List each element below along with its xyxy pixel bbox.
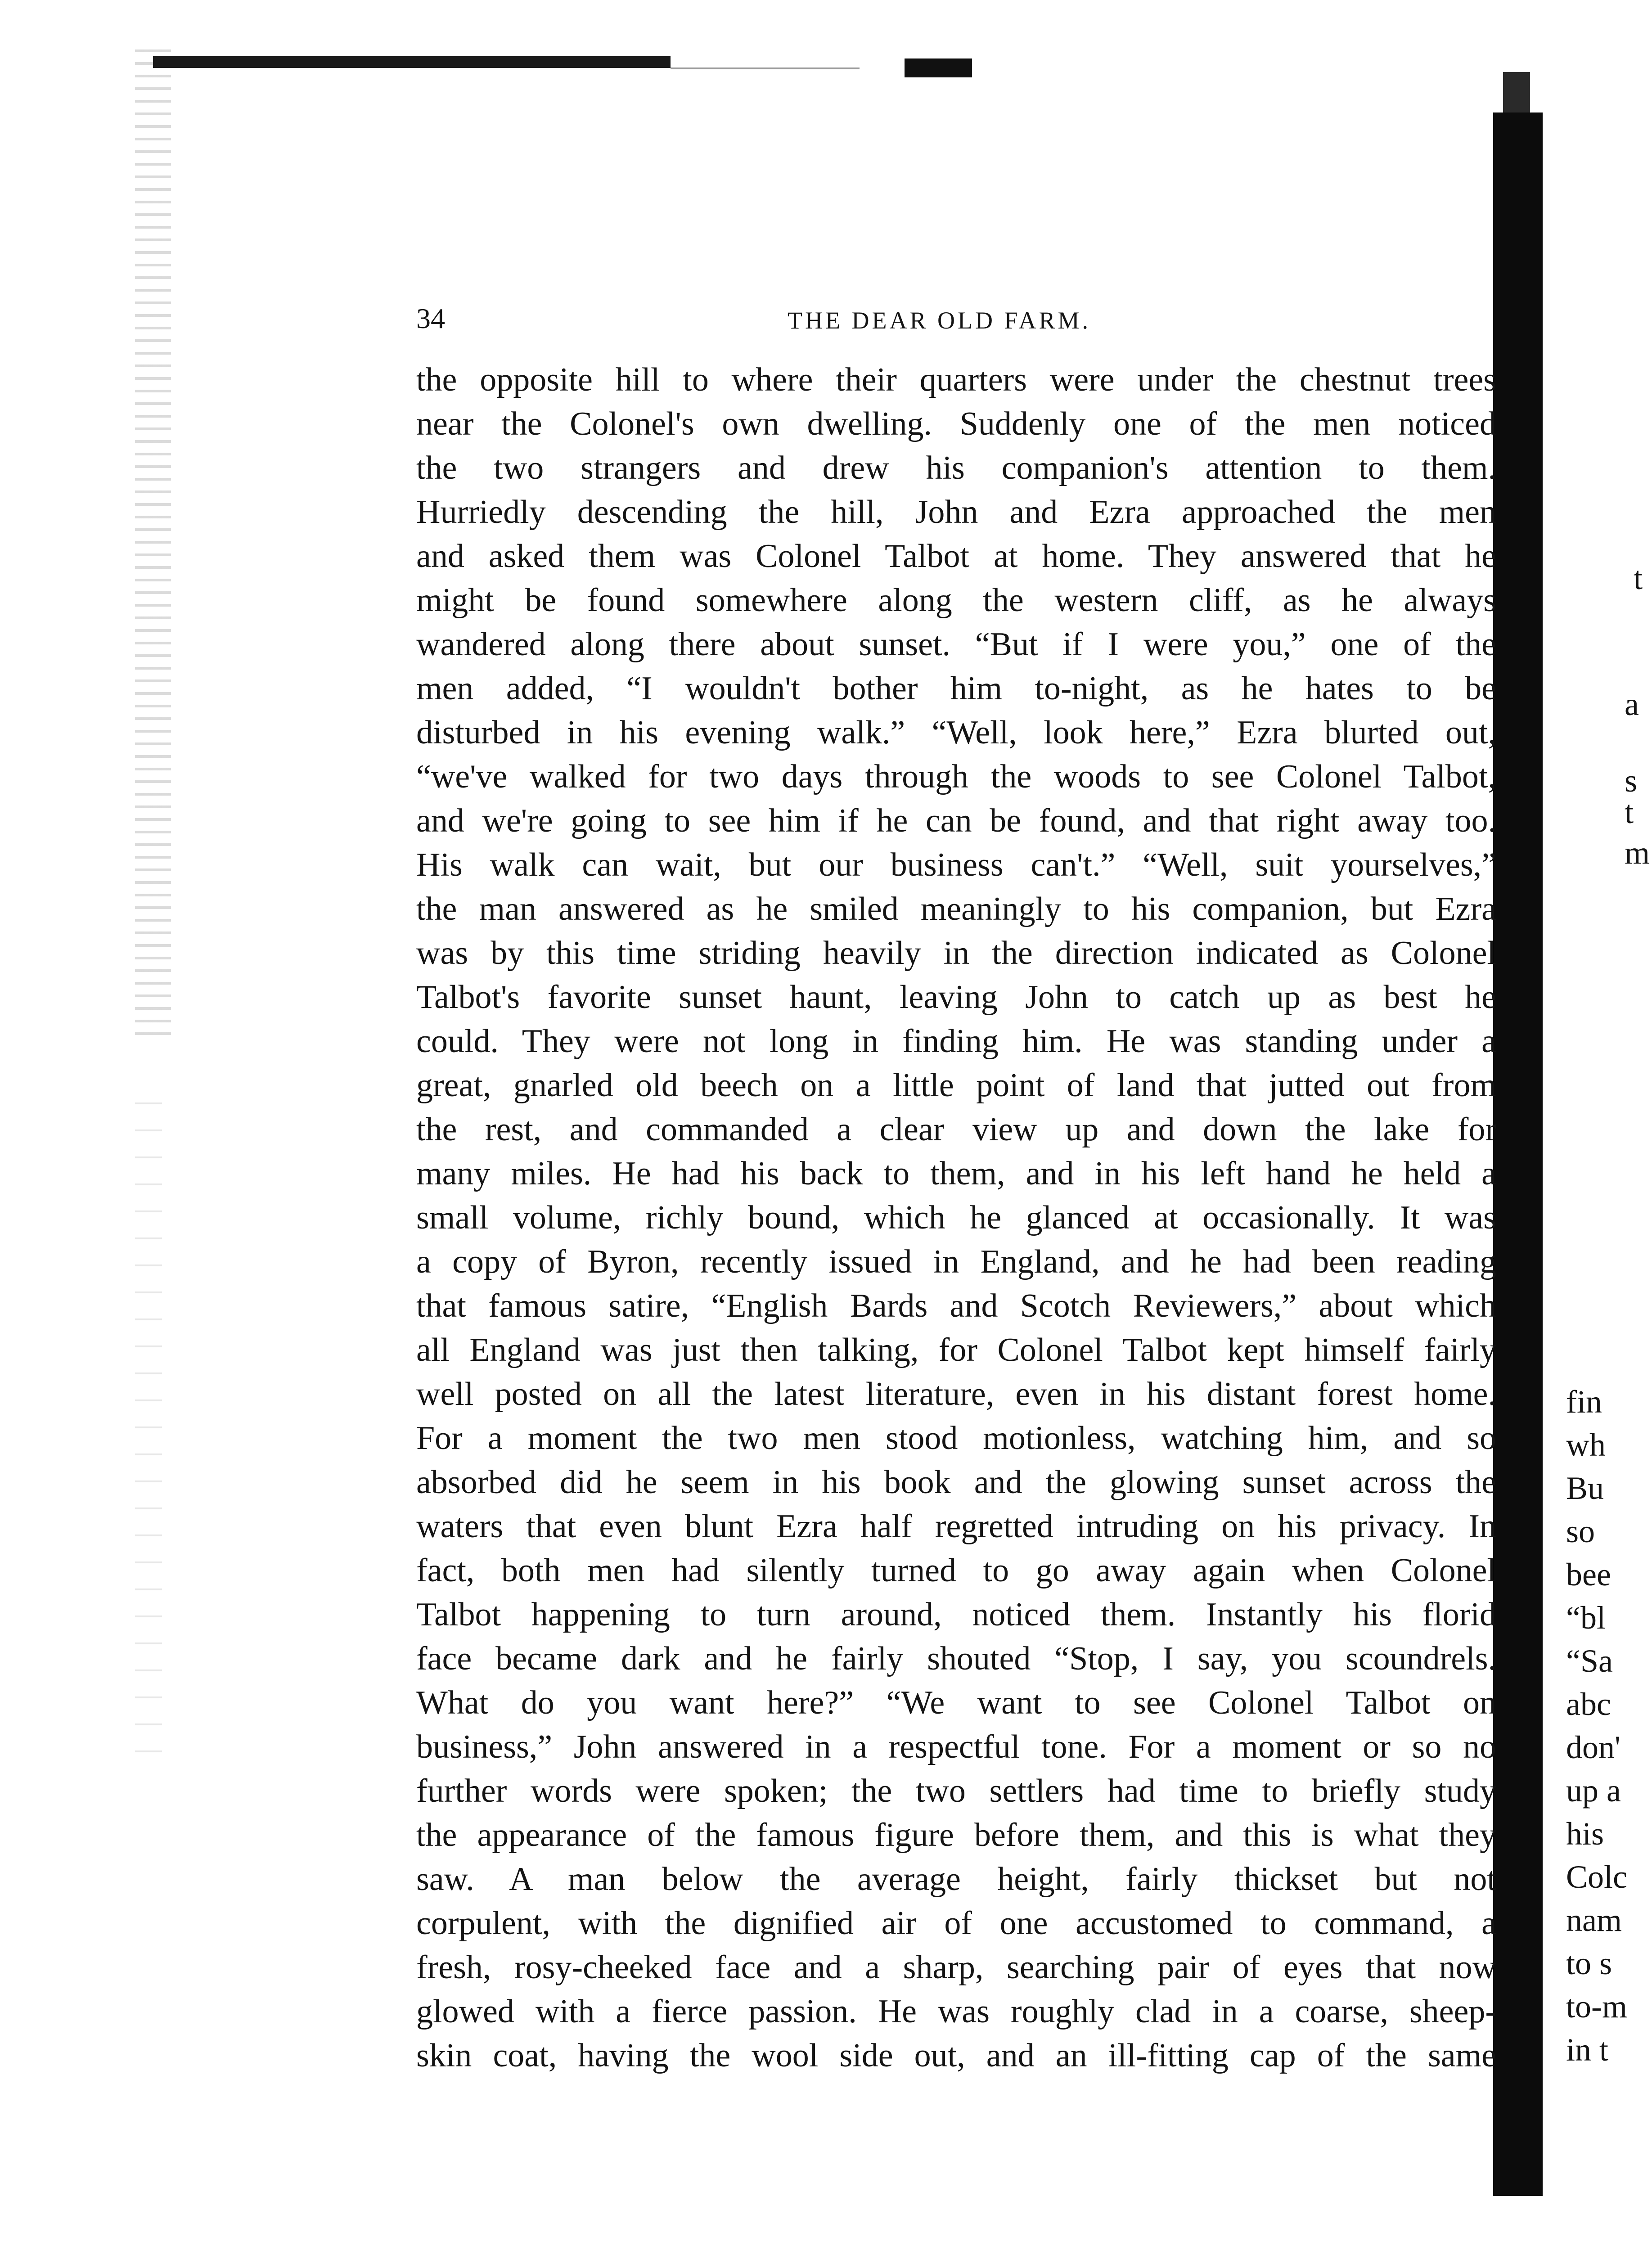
bleed-fragment: bee xyxy=(1566,1557,1611,1593)
bleed-fragment: nam xyxy=(1566,1902,1622,1938)
bleed-fragment: wh xyxy=(1566,1427,1606,1463)
text-line: absorbed did he seem in his book and the glowing sunset across the xyxy=(416,1464,1496,1501)
text-line: fresh, rosy-cheeked face and a sharp, searching pair of eyes that now xyxy=(416,1949,1496,1986)
running-head: THE DEAR OLD FARM. xyxy=(788,307,1091,334)
scan-top-rule xyxy=(153,56,671,68)
text-line: and we're going to see him if he can be found, and that right away too. xyxy=(416,802,1496,839)
text-line: glowed with a fierce passion. He was roughly clad in a coarse, sheep- xyxy=(416,1993,1496,2030)
bleed-fragment: his xyxy=(1566,1816,1604,1852)
text-line: face became dark and he fairly shouted “Stop, I say, you scoundrels. xyxy=(416,1640,1496,1677)
bleed-fragment: “bl xyxy=(1566,1600,1606,1636)
text-line: that famous satire, “English Bards and Scotch Reviewers,” about which xyxy=(416,1287,1496,1324)
text-line: further words were spoken; the two settlers had time to briefly study xyxy=(416,1773,1496,1809)
bleed-fragment: up a xyxy=(1566,1773,1621,1809)
bleed-fragment: a xyxy=(1625,686,1639,722)
text-line: saw. A man below the average height, fairly thickset but not xyxy=(416,1861,1496,1898)
body-text xyxy=(416,358,1496,2078)
bleed-fragment: t xyxy=(1634,560,1643,596)
text-line: business,” John answered in a respectful tone. For a moment or so no xyxy=(416,1728,1496,1765)
text-line: wandered along there about sunset. “But if I were you,” one of the xyxy=(416,626,1496,663)
text-line: great, gnarled old beech on a little point of land that jutted out from xyxy=(416,1067,1496,1104)
text-line: a copy of Byron, recently issued in England, and he had been reading xyxy=(416,1243,1496,1280)
bleed-fragment: s xyxy=(1625,763,1638,799)
text-line: corpulent, with the dignified air of one accustomed to command, a xyxy=(416,1905,1496,1942)
text-line: the two strangers and drew his companion's attention to them. xyxy=(416,450,1496,486)
text-line: the opposite hill to where their quarters were under the chestnut trees xyxy=(416,361,1496,398)
scan-left-edge-noise-lower xyxy=(135,1102,162,1778)
bleed-fragment: Colc xyxy=(1566,1859,1627,1895)
text-line: was by this time striding heavily in the direction indicated as Colonel xyxy=(416,935,1496,972)
bleed-fragment: “Sa xyxy=(1566,1643,1613,1679)
scan-left-edge-noise xyxy=(135,50,171,1040)
scan-gutter-shadow xyxy=(1493,112,1543,2196)
text-line: For a moment the two men stood motionless, watching him, and so xyxy=(416,1420,1496,1457)
text-line: “we've walked for two days through the woods to see Colonel Talbot, xyxy=(416,758,1496,795)
bleed-fragment: to-m xyxy=(1566,1989,1627,2025)
text-line: the rest, and commanded a clear view up and down the lake for xyxy=(416,1111,1496,1148)
page-number: 34 xyxy=(416,302,445,334)
bleed-fragment: so xyxy=(1566,1513,1595,1549)
bleed-fragment: in t xyxy=(1566,2032,1609,2068)
text-line: His walk can wait, but our business can't.” “Well, suit yourselves,” xyxy=(416,846,1496,883)
text-line: might be found somewhere along the western cliff, as he always xyxy=(416,582,1496,619)
bleed-fragment: m xyxy=(1625,835,1650,871)
facing-page-bleed xyxy=(1544,0,1650,2250)
text-line: fact, both men had silently turned to go away again when Colonel xyxy=(416,1552,1496,1589)
bleed-fragment: abc xyxy=(1566,1686,1611,1722)
text-line: Talbot happening to turn around, noticed them. Instantly his florid xyxy=(416,1596,1496,1633)
text-line: Talbot's favorite sunset haunt, leaving John to catch up as best he xyxy=(416,979,1496,1016)
text-line: could. They were not long in finding him. He was standing under a xyxy=(416,1023,1496,1060)
scan-top-block xyxy=(905,58,972,77)
bleed-fragment: Bu xyxy=(1566,1470,1604,1506)
text-line: the man answered as he smiled meaningly to his companion, but Ezra xyxy=(416,891,1496,927)
text-line: all England was just then talking, for Colonel Talbot kept himself fairly xyxy=(416,1332,1496,1368)
text-line: Hurriedly descending the hill, John and Ezra approached the men xyxy=(416,494,1496,531)
text-line: and asked them was Colonel Talbot at home. They answered that he xyxy=(416,538,1496,575)
text-line: skin coat, having the wool side out, and an ill-fitting cap of the same xyxy=(416,2037,1496,2074)
text-line: near the Colonel's own dwelling. Suddenly one of the men noticed xyxy=(416,405,1496,442)
text-line: many miles. He had his back to them, and in his left hand he held a xyxy=(416,1155,1496,1192)
text-line: small volume, richly bound, which he glanced at occasionally. It was xyxy=(416,1199,1496,1236)
text-line: the appearance of the famous figure before them, and this is what they xyxy=(416,1817,1496,1854)
bleed-fragment: don' xyxy=(1566,1729,1620,1765)
bleed-fragment: t xyxy=(1625,794,1634,830)
bleed-fragment: fin xyxy=(1566,1384,1602,1420)
text-line: men added, “I wouldn't bother him to-night, as he hates to be xyxy=(416,670,1496,707)
scan-top-rule-thin xyxy=(671,68,860,69)
bleed-fragment: to s xyxy=(1566,1945,1612,1981)
text-line: waters that even blunt Ezra half regretted intruding on his privacy. In xyxy=(416,1508,1496,1545)
text-line: well posted on all the latest literature, even in his distant forest home. xyxy=(416,1376,1496,1413)
text-line: What do you want here?” “We want to see Colonel Talbot on xyxy=(416,1684,1496,1721)
text-line: disturbed in his evening walk.” “Well, look here,” Ezra blurted out, xyxy=(416,714,1496,751)
page-header xyxy=(416,301,1496,337)
